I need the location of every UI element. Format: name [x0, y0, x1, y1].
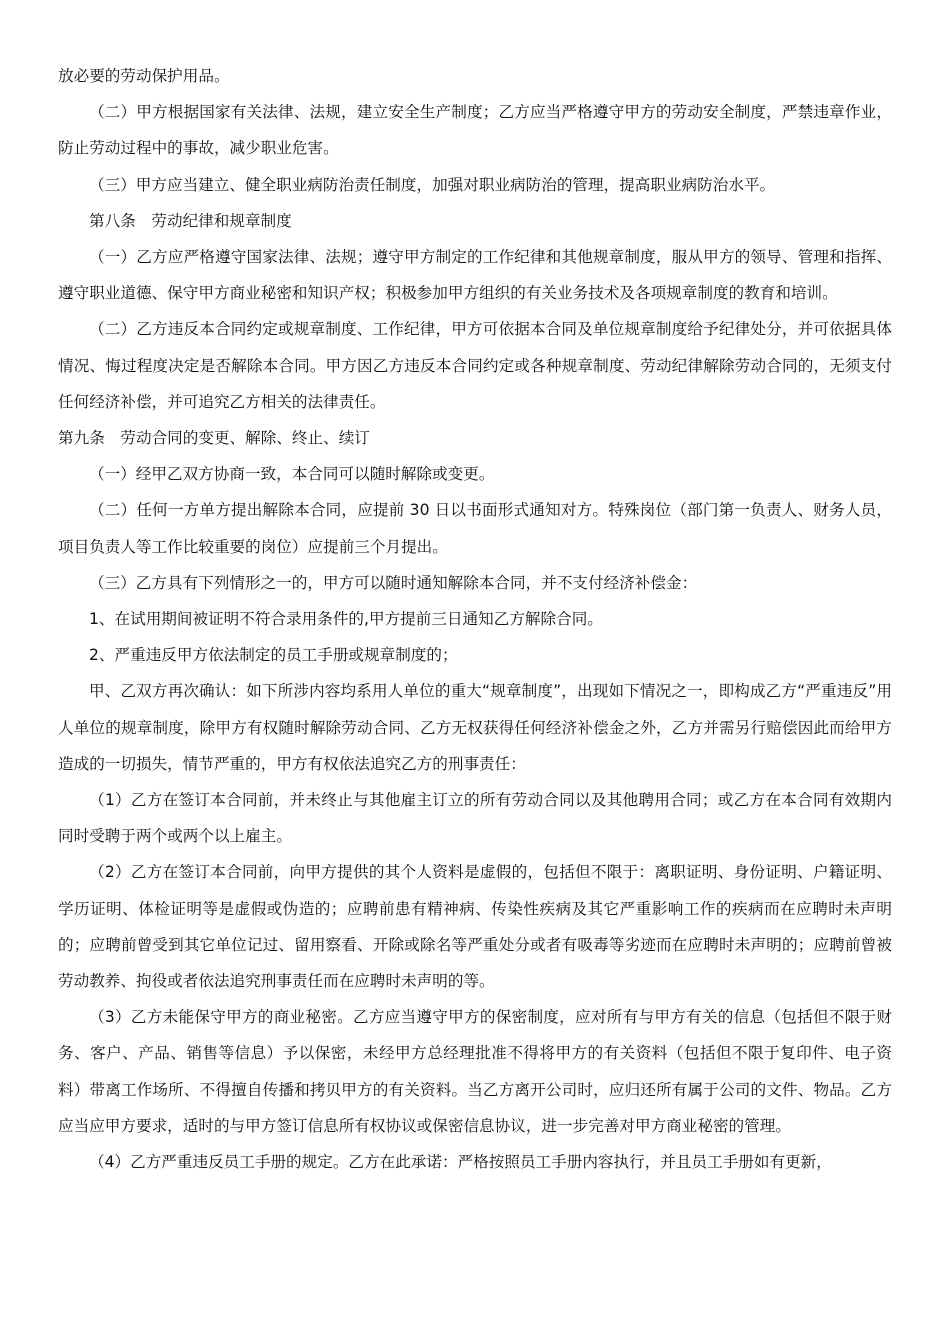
- sub-item-3: （3）乙方未能保守甲方的商业秘密。乙方应当遵守甲方的保密制度，应对所有与甲方有关的信息（包括但不限于财务、客户、产品、销售等信息）予以保密，未经甲方总经理批准不得将甲方的有关资料（包括但不限于复印件、电子资料）带离工作场所、不得擅自传播和拷贝甲方的有关资料。当乙方离开公司时，应归还所有属于公司的文件、物品。乙方应当应甲方要求，适时的与甲方签订信息所有权协议或保密信息协议，进一步完善对甲方商业秘密的管理。: [58, 1008, 892, 1135]
- clause-9-3: （三）乙方具有下列情形之一的，甲方可以随时通知解除本合同，并不支付经济补偿金：: [89, 573, 698, 592]
- clause-9-2: （二）任何一方单方提出解除本合同，应提前 30 日以书面形式通知对方。特殊岗位（部门第一负责人、财务人员，项目负责人等工作比较重要的岗位）应提前三个月提出。: [58, 501, 892, 556]
- item-2: 2、严重违反甲方依法制定的员工手册或规章制度的；: [89, 646, 458, 665]
- clause-8-1: （一）乙方应严格遵守国家法律、法规；遵守甲方制定的工作纪律和其他规章制度，服从甲方的领导、管理和指挥、遵守职业道德、保守甲方商业秘密和知识产权；积极参加甲方组织的有关业务技术及各项规章制度的教育和培训。: [58, 248, 892, 303]
- clause-9-1: （一）经甲乙双方协商一致，本合同可以随时解除或变更。: [89, 465, 495, 484]
- clause-7-2: （二）甲方根据国家有关法律、法规，建立安全生产制度；乙方应当严格遵守甲方的劳动安全制度，严禁违章作业，防止劳动过程中的事故，减少职业危害。: [58, 103, 892, 158]
- item-1: 1、在试用期间被证明不符合录用条件的,甲方提前三日通知乙方解除合同。: [89, 610, 603, 629]
- sub-item-4: （4）乙方严重违反员工手册的规定。乙方在此承诺：严格按照员工手册内容执行，并且员工手册如有更新，: [89, 1153, 832, 1172]
- paragraph-continuation: 放必要的劳动保护用品。: [58, 67, 230, 85]
- sub-item-1: （1）乙方在签订本合同前，并未终止与其他雇主订立的所有劳动合同以及其他聘用合同；或乙方在本合同有效期内同时受聘于两个或两个以上雇主。: [58, 791, 892, 846]
- clause-8-2: （二）乙方违反本合同约定或规章制度、工作纪律，甲方可依据本合同及单位规章制度给予纪律处分，并可依据具体情况、悔过程度决定是否解除本合同。甲方因乙方违反本合同约定或各种规章制度、劳动纪律解除劳动合同的，无须支付任何经济补偿，并可追究乙方相关的法律责任。: [58, 320, 892, 411]
- article-8-heading: 第八条 劳动纪律和规章制度: [89, 211, 292, 230]
- document-page: [58, 58, 892, 1180]
- sub-item-2: （2）乙方在签订本合同前，向甲方提供的其个人资料是虚假的，包括但不限于：离职证明、身份证明、户籍证明、学历证明、体检证明等是虚假或伪造的；应聘前患有精神病、传染性疾病及其它严重影响工作的疾病而在应聘时未声明的；应聘前曾受到其它单位记过、留用察看、开除或除名等严重处分或者有吸毒等劣迹而在应聘时未声明的；应聘前曾被劳动教养、拘役或者依法追究刑事责任而在应聘时未声明的等。: [58, 863, 892, 991]
- clause-7-3: （三）甲方应当建立、健全职业病防治责任制度，加强对职业病防治的管理，提高职业病防治水平。: [89, 175, 776, 194]
- confirmation-paragraph: 甲、乙双方再次确认：如下所涉内容均系用人单位的重大“规章制度”，出现如下情况之一，即构成乙方“严重违反”用人单位的规章制度，除甲方有权随时解除劳动合同、乙方无权获得任何经济补偿金之外，乙方并需另行赔偿因此而给甲方造成的一切损失，情节严重的，甲方有权依法追究乙方的刑事责任：: [58, 682, 892, 773]
- article-9-heading: 第九条 劳动合同的变更、解除、终止、续订: [58, 429, 370, 448]
